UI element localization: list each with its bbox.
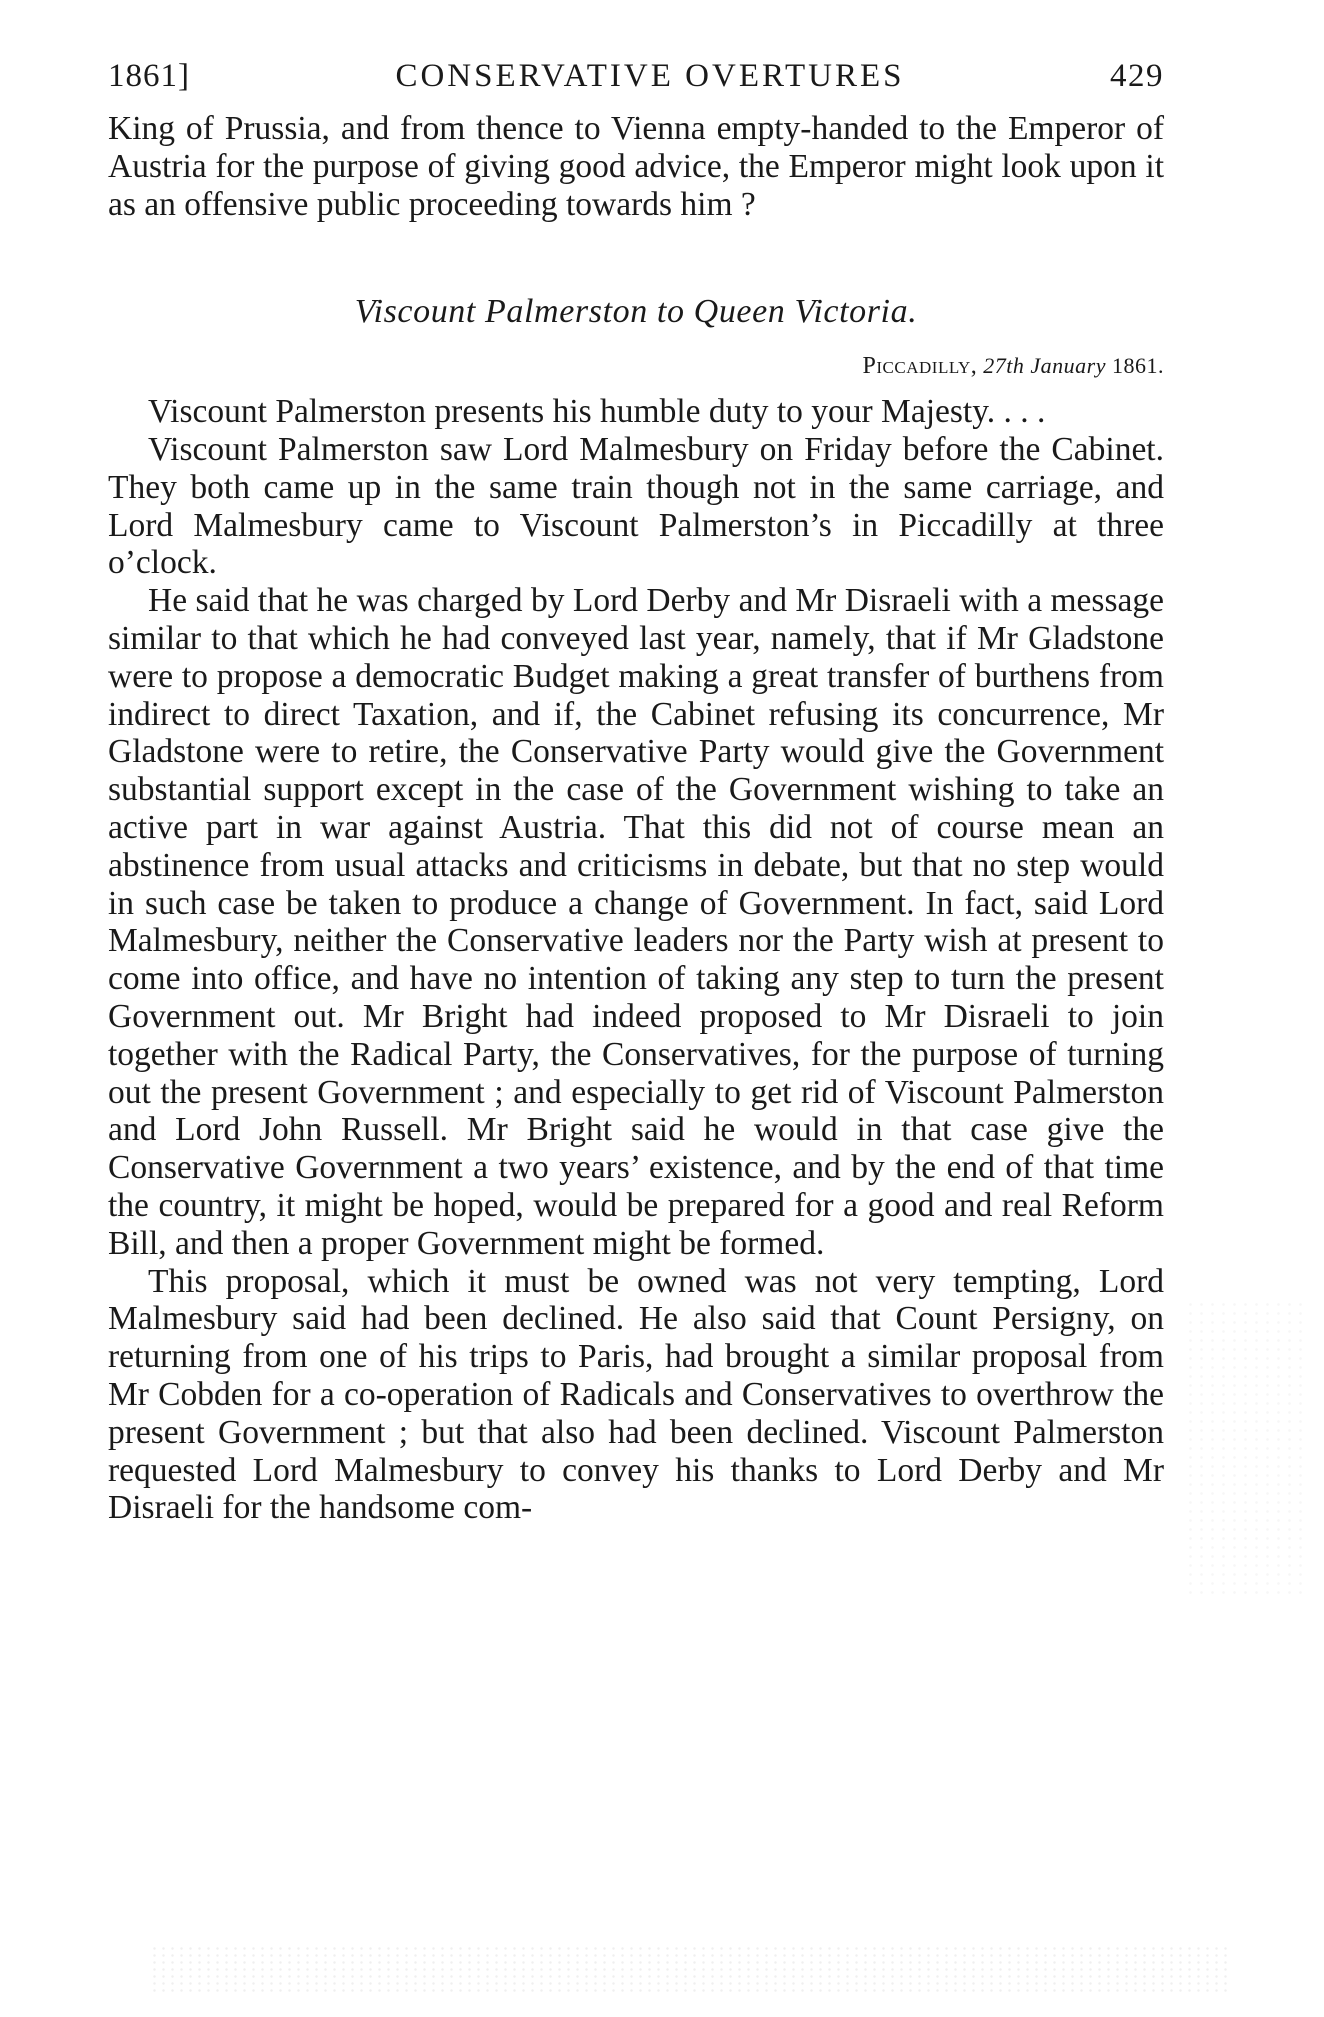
letter-heading: Viscount Palmerston to Queen Victoria.	[354, 293, 918, 331]
paragraph-2: Viscount Palmerston saw Lord Malmesbury on Friday before the Cabinet. They both came up in the same train though not in the same carriage, and Lord Malmesbury came to Viscount Palmerston’s in Piccadilly at three o’clock.	[108, 430, 1164, 582]
paragraph-3: He said that he was charged by Lord Derby and Mr Disraeli with a message similar to that which he had conveyed last year, namely, that if Mr Gladstone were to propose a democratic Budget making a great transfer of burthens from indirect to direct Taxation, and if, the Cabinet refusing its concurrence, Mr Gladstone were to retire, the Conservative Party would give the Government substantial support except in the case of the Government wishing to take an active part in war against Austria. That this did not of course mean an abstinence from usual attacks and criticisms in debate, but that no step would in such case be taken to produce a change of Government. In fact, said Lord Malmesbury, neither the Conservative leaders nor the Party wish at present to come into office, and have no intention of taking any step to turn the present Government out. Mr Bright had indeed proposed to Mr Disraeli to join together with the Radical Party, the Conservatives, for the purpose of turning out the present Government ; and especially to get rid of Viscount Palmerston and Lord John Russell. Mr Bright said he would in that case give the Conservative Government a two years’ existence, and by the end of that time the country, it might be hoped, would be prepared for a good and real Reform Bill, and then a proper Government might be formed.	[108, 582, 1164, 1262]
paragraph-1: Viscount Palmerston presents his humble duty to your Majesty. . . .	[148, 393, 1046, 431]
dateline-year: 1861.	[1112, 353, 1164, 379]
letter-body	[108, 393, 1164, 1527]
scan-noise-bottom	[150, 1945, 1230, 1995]
dateline-day-month: 27th January	[983, 353, 1106, 379]
letter-dateline	[108, 347, 1164, 387]
running-head-title: CONSERVATIVE OVERTURES	[395, 58, 905, 94]
dateline-place: Piccadilly,	[862, 353, 978, 380]
paragraph-4: This proposal, which it must be owned was not very tempting, Lord Malmesbury said had been declined. He also said that Count Persigny, on returning from one of his trips to Paris, had brought a similar proposal from Mr Cobden for a co-operation of Radicals and Conservatives to overthrow the present Government ; but that also had been declined. Viscount Palmerston requested Lord Malmesbury to convey his thanks to Lord Derby and Mr Disraeli for the handsome com-	[108, 1262, 1164, 1527]
book-page	[108, 58, 1164, 1527]
scan-noise-margin	[1185, 1300, 1305, 1600]
opening-paragraph: King of Prussia, and from thence to Vienna empty-handed to the Emperor of Austria for the purpose of giving good advice, the Emperor might look upon it as an offensive public proceeding towards him ?	[108, 110, 1164, 223]
running-head-year: 1861]	[108, 58, 190, 94]
running-head	[108, 58, 1164, 110]
body-text	[108, 110, 1164, 1527]
page-number: 429	[1110, 58, 1164, 94]
